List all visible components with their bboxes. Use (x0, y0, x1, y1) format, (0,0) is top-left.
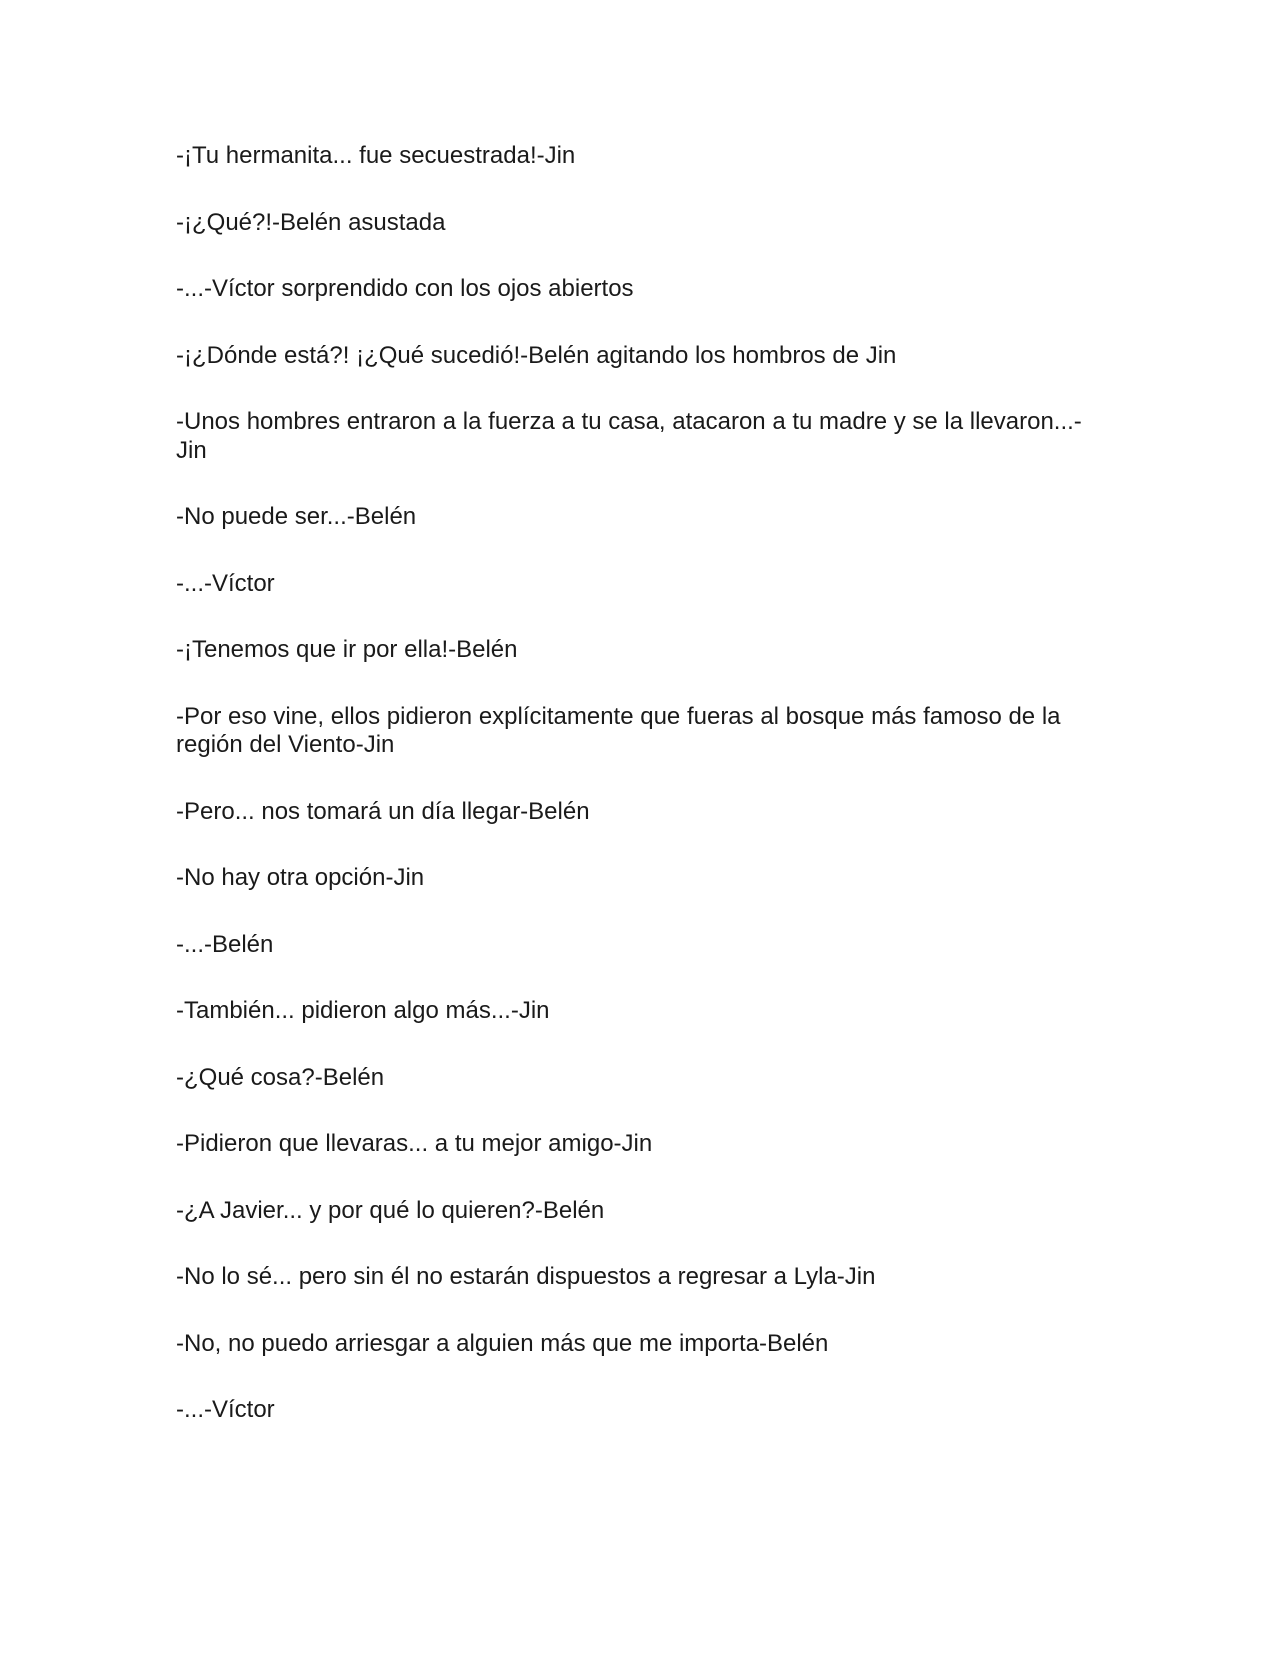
dialogue-line: -No hay otra opción-Jin (176, 864, 425, 891)
dialogue-line: -¿Qué cosa?-Belén (176, 1063, 385, 1091)
dialogue-line: -También... pidieron algo más...-Jin (176, 997, 550, 1024)
dialogue-line: -No, no puedo arriesgar a alguien más que me importa-Belén (176, 1329, 829, 1357)
dialogue-line: -...-Víctor (176, 569, 275, 597)
dialogue-line: -Pidieron que llevaras... a tu mejor amigo-Jin (176, 1130, 653, 1157)
dialogue-line: -...-Víctor (176, 1396, 275, 1423)
dialogue-line: -...-Víctor sorprendido con los ojos abiertos (176, 275, 634, 302)
dialogue-line: -¡¿Dónde está?! ¡¿Qué sucedió!-Belén agitando los hombros de Jin (176, 341, 897, 369)
dialogue-line: -Unos hombres entraron a la fuerza a tu casa, atacaron a tu madre y se la llevaron...-Jin (176, 408, 1082, 464)
dialogue-line: -Pero... nos tomará un día llegar-Belén (176, 797, 590, 825)
dialogue-line: -...-Belén (176, 930, 274, 958)
dialogue-line: -¡Tu hermanita... fue secuestrada!-Jin (176, 142, 576, 169)
dialogue-line: -No puede ser...-Belén (176, 503, 417, 530)
dialogue-line: -¡Tenemos que ir por ella!-Belén (176, 636, 518, 663)
dialogue-line: -Por eso vine, ellos pidieron explícitamente que fueras al bosque más famoso de la región del Viento-Jin (176, 702, 1061, 758)
dialogue-line: -No lo sé... pero sin él no estarán dispuestos a regresar a Lyla-Jin (176, 1263, 876, 1290)
dialogue-text (176, 142, 1086, 1463)
dialogue-line: -¡¿Qué?!-Belén asustada (176, 208, 446, 236)
dialogue-line: -¿A Javier... y por qué lo quieren?-Belén (176, 1196, 605, 1224)
